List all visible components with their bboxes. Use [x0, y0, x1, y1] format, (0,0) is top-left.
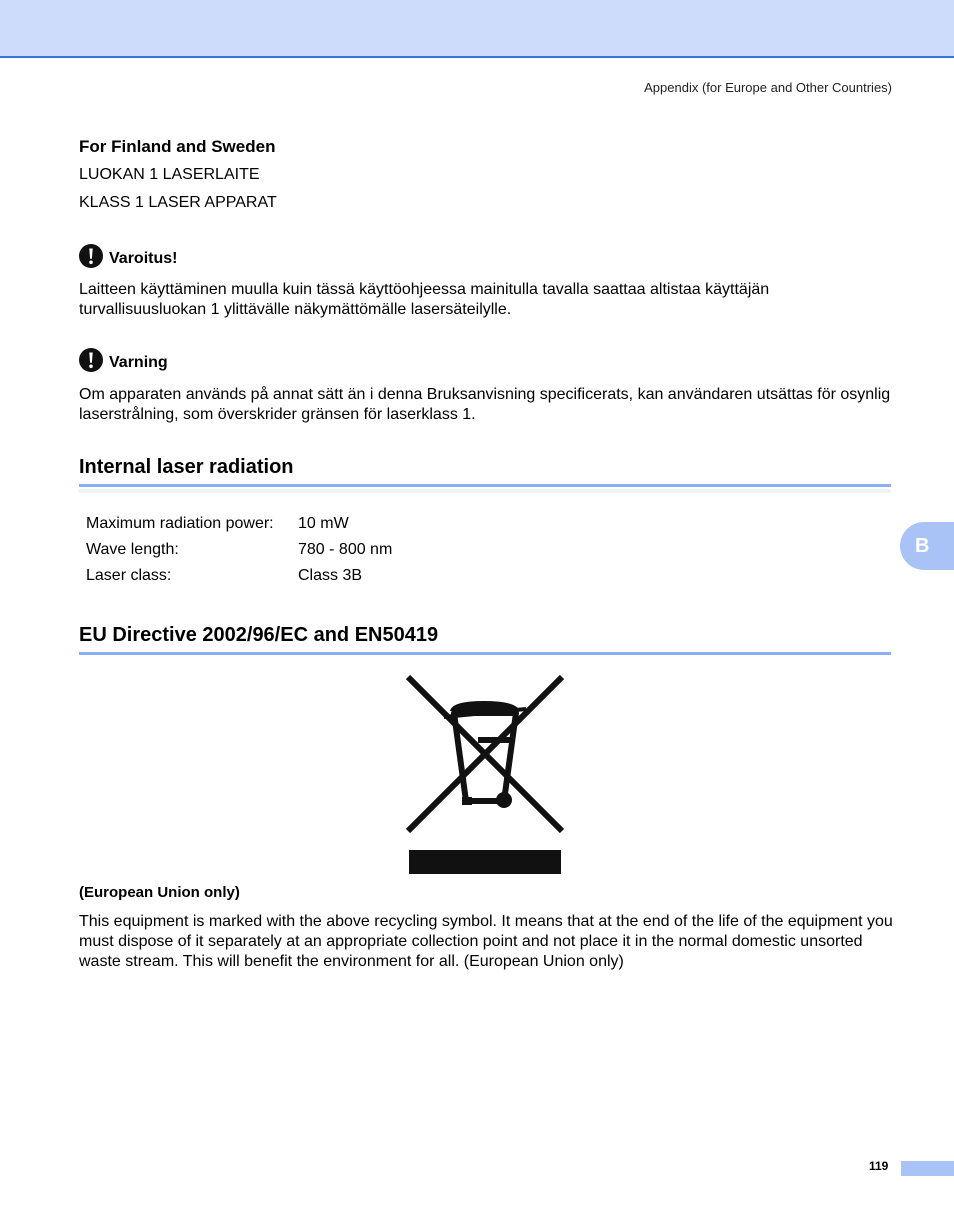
laser-specs-table: [80, 512, 398, 590]
finnish-laser-class: LUOKAN 1 LASERLAITE: [79, 166, 260, 183]
crossed-out-wheelie-bin-icon: [404, 673, 566, 878]
header-band: [0, 0, 954, 58]
section-heading-text: Internal laser radiation: [79, 456, 294, 478]
eu-only-subheading: (European Union only): [79, 884, 240, 901]
swedish-laser-class: KLASS 1 LASER APPARAT: [79, 194, 277, 211]
exclamation-circle-icon: [79, 348, 103, 372]
page-number: 119: [869, 1159, 889, 1173]
spec-value: 10 mW: [298, 515, 349, 532]
table-row: [80, 564, 398, 590]
table-row: [80, 512, 398, 538]
warning-swedish-header: [79, 348, 168, 372]
running-head: Appendix (for Europe and Other Countries): [644, 80, 892, 95]
warning-text: Om apparaten används på annat sätt än i denna Bruksanvisning specificerats, kan användaren utsättas för osynlig laserstrålning, som överskrider gränsen för laserklass 1.: [79, 386, 891, 423]
page-number-bar: [901, 1161, 954, 1176]
warning-title: Varoitus!: [109, 250, 178, 267]
exclamation-circle-icon: [79, 244, 103, 268]
section-heading-internal-laser: [79, 456, 891, 487]
spec-value: 780 - 800 nm: [298, 541, 393, 558]
section-heading-text: EU Directive 2002/96/EC and EN50419: [79, 624, 439, 646]
table-row: [80, 538, 398, 564]
eu-recycling-text: This equipment is marked with the above recycling symbol. It means that at the end of the life of the equipment you must dispose of it separately at an appropriate collection point and not place it in the normal domestic unsorted waste stream. This will benefit the environment for all. (European Union only): [79, 913, 893, 970]
warning-text: Laitteen käyttäminen muulla kuin tässä käyttöohjeessa mainitulla tavalla saattaa altistaa käyttäjän turvallisuusluokan 1 ylittävälle näkymättömälle lasersäteilylle.: [79, 281, 770, 318]
warning-finnish-header: [79, 244, 177, 268]
chapter-side-tab: [900, 522, 954, 570]
warning-title: Varning: [109, 354, 168, 371]
finland-sweden-heading: For Finland and Sweden: [79, 137, 276, 156]
spec-label: Laser class:: [86, 567, 172, 584]
spec-label: Maximum radiation power:: [86, 515, 274, 532]
chapter-letter: B: [915, 534, 930, 557]
section-rule-shadow: [79, 489, 891, 493]
spec-label: Wave length:: [86, 541, 179, 558]
spec-value: Class 3B: [298, 567, 363, 584]
section-heading-eu-directive: [79, 624, 891, 655]
